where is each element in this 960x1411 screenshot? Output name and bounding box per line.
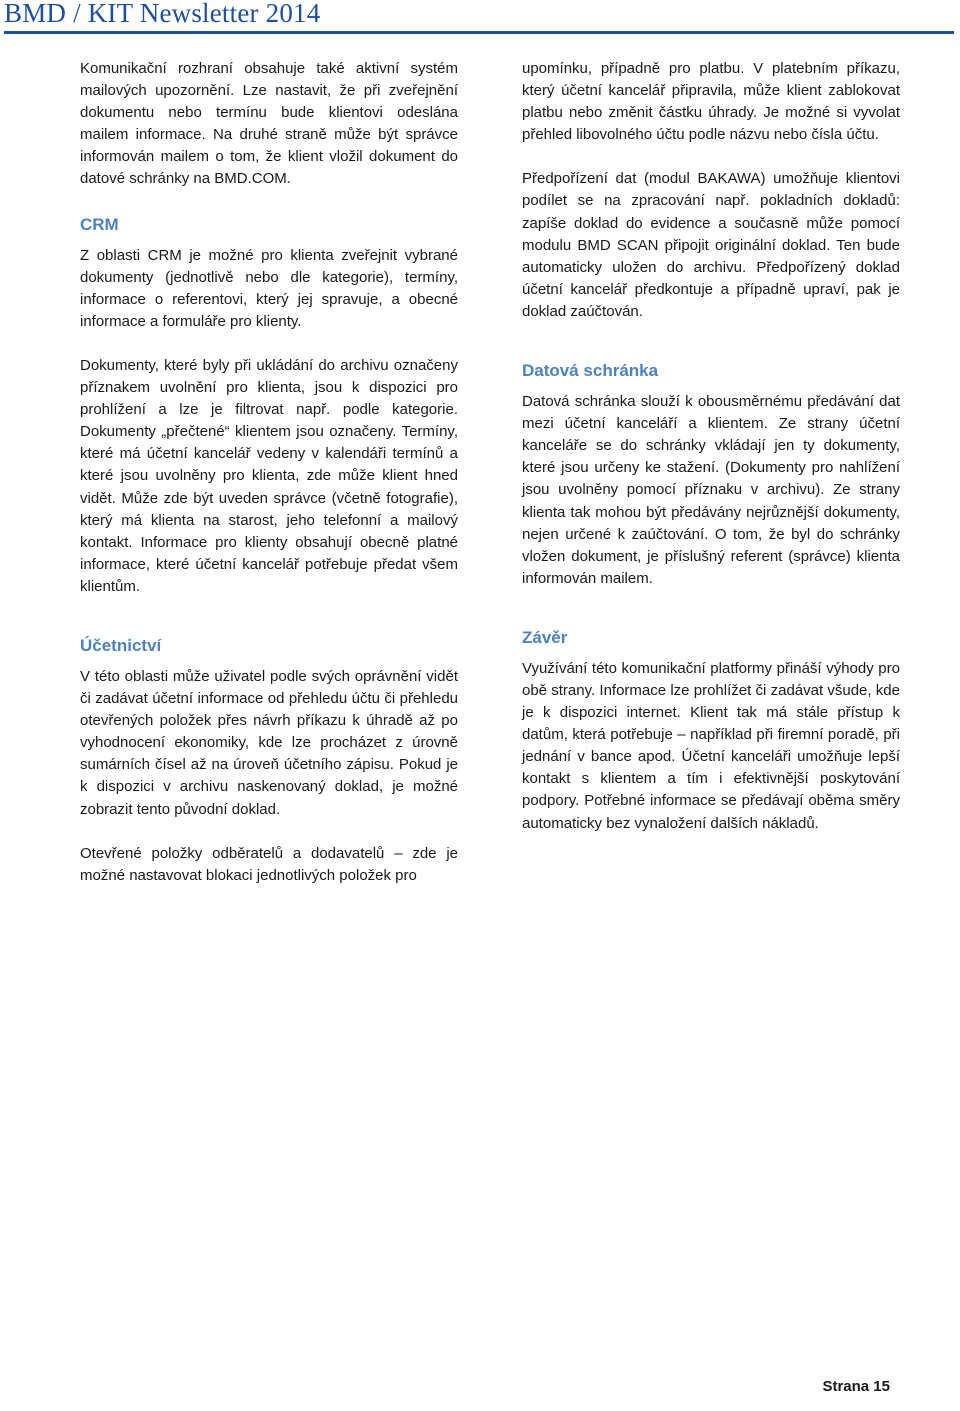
- section-heading-conclusion: Závěr: [522, 627, 568, 647]
- newsletter-title: BMD / KIT Newsletter 2014: [4, 0, 321, 28]
- section-heading-crm: CRM: [80, 214, 119, 234]
- section-heading-accounting: Účetnictví: [80, 635, 162, 655]
- conclusion-paragraph: Využívání této komunikační platformy přináší výhody pro obě strany. Informace lze prohlížet či zadávat všude, kde je k dispozici internet. Klient tak má stále přístup k datům, která potřebuje – například při firemní poradě, při jednání v bance apod. Účetní kanceláři umožňuje lepší kontakt s klientem a tím i efektivnější poskytování podpory. Potřebné informace se předávají oběma směry automaticky bez vynaložení dalších nákladů.: [522, 659, 900, 832]
- crm-paragraph-2: Dokumenty, které byly při ukládání do archivu označeny příznakem uvolnění pro klienta, jsou k dispozici pro prohlížení a lze je filtrovat např. podle kategorie. Dokumenty „přečtené“ klientem jsou označeny. Termíny, které má účetní kancelář vedeny v kalendáři termínů a které jsou uvolněny pro klienta, zde může klient hned vidět. Může zde být uveden správce (včetně fotografie), který má klienta na starost, jeho telefonní a mailový kontakt. Informace pro klienty obsahují obecně platné informace, které účetní kancelář potřebuje předat všem klientům.: [80, 356, 458, 595]
- page-header: [0, 0, 960, 38]
- accounting-paragraph-1: V této oblasti může uživatel podle svých oprávnění vidět či zadávat účetní informace od přehledu účtu či přehledu otevřených položek přes návrh příkazu k úhradě až po vyhodnocení ekonomiky, kde lze procházet z úrovně sumárních čísel až na úroveň účetního zápisu. Pokud je k dispozici v archivu naskenovaný doklad, je možné zobrazit tento původní doklad.: [80, 667, 458, 818]
- right-column: [522, 58, 900, 857]
- left-column: [80, 58, 458, 909]
- header-divider: [4, 31, 954, 34]
- section-heading-data-box: Datová schránka: [522, 361, 659, 381]
- crm-paragraph-1: Z oblasti CRM je možné pro klienta zveřejnit vybrané dokumenty (jednotlivě nebo dle kategorie), termíny, informace o referentovi, který jej spravuje, a obecné informace a formuláře pro klienty.: [80, 246, 458, 330]
- page-number: Strana 15: [822, 1378, 890, 1395]
- intro-paragraph: Komunikační rozhraní obsahuje také aktivní systém mailových upozornění. Lze nastavit, že při zveřejnění dokumentu nebo termínu bude klientovi odeslána mailem informace. Na druhé straně může být správce informován mailem o tom, že klient vložil dokument do datové schránky na BMD.COM.: [80, 60, 458, 188]
- payment-paragraph: upomínku, případně pro platbu. V platebním příkazu, který účetní kancelář připravila, může klient zablokovat platbu nebo změnit částku úhrady. Je možné si vyvolat přehled libovolného účtu podle názvu nebo čísla účtu.: [522, 60, 900, 144]
- data-box-paragraph: Datová schránka slouží k obousměrnému předávání dat mezi účetní kanceláří a klientem. Ze strany účetní kanceláře se do schránky vkládají jen ty dokumenty, které jsou určeny ke stažení. (Dokumenty pro nahlížení jsou uvolněny pomocí příznaku v archivu). Ze strany klienta tak mohou být předávány nejrůznější dokumenty, nejen určené k zaúčtování. O tom, že byl do schránky vložen dokument, je příslušný referent (správce) klienta informován mailem.: [522, 393, 900, 587]
- bakawa-paragraph: Předpořízení dat (modul BAKAWA) umožňuje klientovi podílet se na zpracování např. pokladních dokladů: zapíše doklad do evidence a současně může pomocí modulu BMD SCAN připojit originální doklad. Ten bude automaticky uložen do archivu. Předpořízený doklad účetní kancelář předkontuje a případně upraví, pak je doklad zaúčtován.: [522, 170, 900, 320]
- accounting-paragraph-2: Otevřené položky odběratelů a dodavatelů – zde je možné nastavovat blokaci jednotlivých položek pro: [80, 844, 458, 884]
